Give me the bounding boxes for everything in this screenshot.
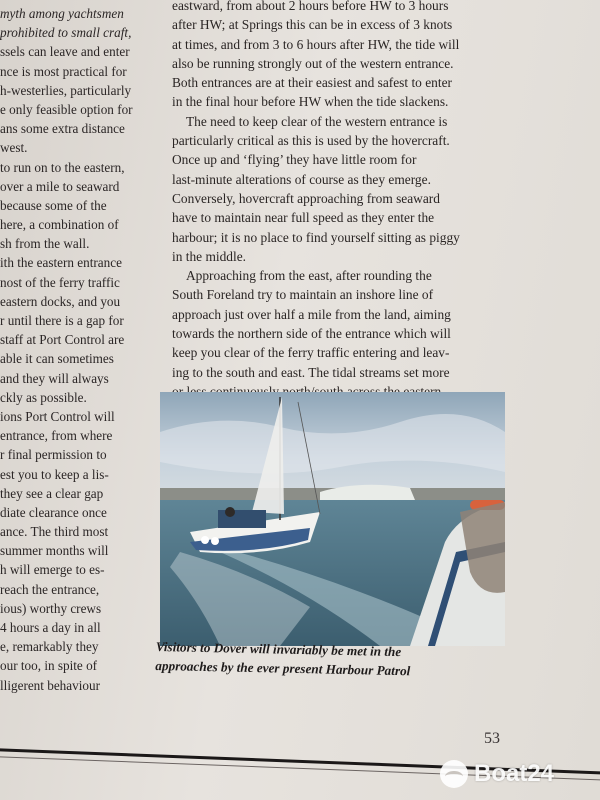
text-line: ssels can leave and enter xyxy=(0,44,130,60)
watermark xyxy=(440,757,554,791)
text-line: eastern docks, and you xyxy=(0,293,121,309)
text-line: particularly critical as this is used by the hovercraft. xyxy=(172,133,450,149)
text-line: in the middle. xyxy=(172,248,247,264)
text-line: ans some extra distance xyxy=(0,121,125,137)
text-line: sh from the wall. xyxy=(0,236,90,252)
text-line: e, remarkably they xyxy=(0,639,99,655)
text-line: entrance, from where xyxy=(0,428,113,444)
text-line: at times, and from 3 to 6 hours after HW, the tide will xyxy=(172,36,460,52)
text-line: r final permission to xyxy=(0,447,107,463)
text-line: harbour; it is no place to find yourself sitting as piggy xyxy=(172,229,460,245)
text-line: est you to keep a lis- xyxy=(0,466,109,482)
text-line: keep you clear of the ferry traffic entering and leav- xyxy=(172,345,450,361)
text-line: approach just over half a mile from the land, aiming xyxy=(172,306,451,322)
text-line: in the final hour before HW when the tide slackens. xyxy=(172,94,449,110)
sailing-photo xyxy=(160,392,505,646)
text-line: because some of the xyxy=(0,197,107,213)
text-line: prohibited to small craft, xyxy=(0,25,132,41)
text-line: Once up and ‘flying’ they have little room for xyxy=(172,152,417,168)
text-line: ious) worthy crews xyxy=(0,600,102,616)
caption-line: approaches by the ever present Harbour Patrol xyxy=(155,657,411,679)
text-line: here, a combination of xyxy=(0,217,119,233)
text-line: towards the northern side of the entrance which will xyxy=(172,326,451,342)
text-line: also be running strongly out of the western entrance. xyxy=(172,55,454,71)
text-line: staff at Port Control are xyxy=(0,332,125,348)
text-line: nce is most practical for xyxy=(0,63,127,79)
text-line: Conversely, hovercraft approaching from seaward xyxy=(172,190,440,206)
text-line: over a mile to seaward xyxy=(0,178,120,194)
text-line: they see a clear gap xyxy=(0,485,104,501)
text-line: after HW; at Springs this can be in excess of 3 knots xyxy=(172,17,453,33)
left-text-column xyxy=(0,4,160,695)
text-line: nost of the ferry traffic xyxy=(0,274,120,290)
text-line: r until there is a gap for xyxy=(0,313,124,328)
text-line: able it can sometimes xyxy=(0,351,114,367)
text-line: diate clearance once xyxy=(0,504,107,520)
text-line: ing to the south and east. The tidal streams set more xyxy=(172,364,450,380)
text-line: lligerent behaviour xyxy=(0,677,100,693)
text-line: have to maintain near full speed as they enter the xyxy=(172,210,435,226)
text-line: reach the entrance, xyxy=(0,581,100,597)
text-line: myth among yachtsmen xyxy=(0,6,124,21)
text-line: summer months will xyxy=(0,543,109,559)
text-line: ions Port Control will xyxy=(0,408,115,424)
text-line: and they will always xyxy=(0,370,109,386)
text-line: eastward, from about 2 hours before HW to 3 hours xyxy=(172,0,449,13)
page-number: 53 xyxy=(484,730,500,747)
boat24-logo-icon xyxy=(440,760,468,788)
text-line: our too, in spite of xyxy=(0,658,98,674)
photo-caption xyxy=(155,637,516,683)
text-line: 4 hours a day in all xyxy=(0,620,101,635)
text-line: ance. The third most xyxy=(0,524,109,540)
text-line: last-minute alterations of course as they emerge. xyxy=(172,171,431,187)
text-line: ith the eastern entrance xyxy=(0,255,122,271)
text-line: Approaching from the east, after rounding the xyxy=(186,268,432,284)
text-line: South Foreland try to maintain an inshore line of xyxy=(172,287,434,303)
text-line: h-westerlies, particularly xyxy=(0,82,132,98)
watermark-text: Boat24 xyxy=(474,760,555,787)
text-line: Both entrances are at their easiest and safest to enter xyxy=(172,75,452,91)
right-text-column xyxy=(172,0,512,401)
caption-line: Visitors to Dover will invariably be met in the xyxy=(155,638,402,660)
text-line: ckly as possible. xyxy=(0,389,87,405)
text-line: e only feasible option for xyxy=(0,101,133,117)
photo-illustration xyxy=(160,392,505,646)
text-line: h will emerge to es- xyxy=(0,562,105,578)
text-line: west. xyxy=(0,140,28,156)
text-line: The need to keep clear of the western entrance is xyxy=(186,113,448,129)
text-line: to run on to the eastern, xyxy=(0,159,125,175)
